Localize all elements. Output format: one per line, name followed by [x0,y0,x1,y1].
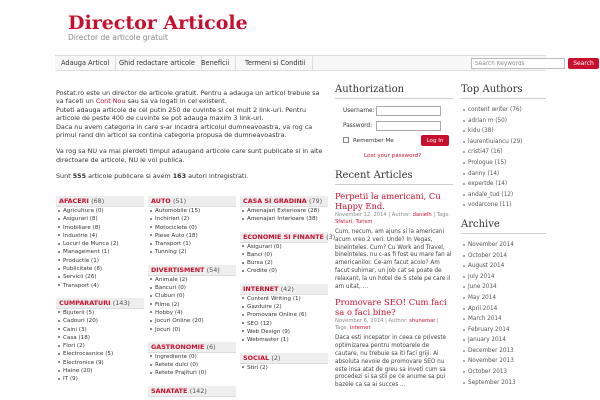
post-tags-link[interactable]: Sfaturi, Turism [335,219,373,225]
archive-month-link[interactable]: November 2013 [461,356,546,367]
top-author-link[interactable]: danny (14) [461,169,546,180]
lost-password-row [335,150,453,170]
subcategory-link[interactable]: IT (9) [56,375,144,383]
subcategory-link[interactable]: Credite (0) [240,267,328,275]
nav-item-ghid-redactare[interactable]: Ghid redactare articole [113,56,202,70]
post-meta-text: November 6, 2014 | Author: [335,318,408,325]
subcategory-link[interactable]: Filme (2) [148,301,236,309]
category-column-2 [148,196,236,400]
category-count: (51) [172,197,187,205]
nav-item-beneficii[interactable]: Beneficii [195,56,236,70]
category-count: (2) [271,353,281,362]
subcategory-link[interactable]: Banci (0) [240,251,328,259]
post-author-link[interactable]: danielh [412,212,432,218]
category-count: (143) [112,298,130,307]
category-box [240,232,336,276]
category-box [56,298,144,384]
category-name: SANATATE [151,386,188,395]
intro-paragraph [56,89,328,139]
site-tagline: Director de articole gratuit [68,33,168,42]
subcategory-link[interactable]: Automobile (15) [148,207,236,215]
subcategory-link[interactable]: Casa (18) [56,334,144,342]
archive-month-link[interactable]: October 2014 [461,251,546,262]
top-author-link[interactable]: andale_tud (12) [461,190,546,201]
intro-text-3: Puteti adauga articole de cel putin 250 de cuvinte si cel mult 2 link-uri. Pentru articole de peste 400 de cuvinte se pot adauga maxim 3 link-uri. [56,105,307,123]
subcategory-link[interactable]: Publicitate (8) [56,265,144,273]
search-input[interactable] [471,58,565,69]
username-label: Username: [343,108,375,114]
post-excerpt: Cum, necum, am ajuns si la americani acum vreo 2 veri. Unde? In Vegas, bineinteles. Cum? Cu Work and Travel, bineinteles, nu c-as fi fost eu mare fan al americanilor. Ce-am facut acolo? Am facut suhimar, un job cat se poate de relaxant, la un hotel de 5 stele pe care il am uitat, ... [335,229,452,290]
top-author-link[interactable]: vodarcone (11) [461,200,546,211]
category-column-1 [56,196,144,392]
subcategory-link[interactable]: Electrocasnice (5) [56,350,144,358]
category-column-3 [240,196,336,380]
subcategory-link[interactable]: Stiri (2) [240,364,328,372]
archive-month-link[interactable]: November 2014 [461,240,546,251]
password-input[interactable] [376,121,441,131]
post-title[interactable]: Promovare SEO! Cum faci sa o faci bine? [335,297,447,318]
subcategory-link[interactable]: Cluburi (0) [148,292,236,300]
subcategory-link[interactable]: Bursa (2) [240,259,328,267]
subcategory-link[interactable]: Promovare Online (6) [240,311,328,319]
subcategory-link[interactable]: Ingrediente (0) [148,353,236,361]
category-box [240,196,328,224]
top-author-link[interactable]: laurentiuiancu (29) [461,137,546,148]
post-meta [335,212,453,226]
site-title[interactable]: Director Articole [68,12,248,34]
category-name: DIVERTISMENT [151,265,205,274]
recent-post [335,191,453,291]
archive-month-link[interactable]: September 2013 [461,378,546,389]
stats-text-1: Sunt [56,172,71,181]
post-tags-link[interactable]: Internet [349,325,371,332]
category-name: AUTO [151,197,171,205]
subcategory-link[interactable]: Asigurari (0) [240,243,328,251]
lost-password-link[interactable]: Lost your password? [364,153,422,159]
intro-text [56,89,328,189]
category-count: (54) [206,265,220,274]
post-excerpt: Daca esti incepator in ceea ce priveste optimizarea pentru motoarele de cautare, nu trebuie sa iti faci griji. Ai absoluta nevoie de promovare SEO nu este insa atat de greu sa inveti cum sa procedezi si sa stii pe ce anume sa pui bazele ca sa ai succes ... [335,335,447,389]
subcategory-link[interactable]: Imobiliare (8) [56,224,144,232]
category-name: CUMPARATURI [59,298,111,307]
right-sidebar [461,84,546,388]
username-input[interactable] [376,106,441,116]
login-button[interactable]: Log In [421,135,449,146]
intro-text-4: Daca nu avem categoria in care s-ar incadra articolul dumneavoastra, va rog ca primul rand din articol sa contina categoria propusa de dumneavoastra. [56,122,313,140]
archive-month-link[interactable]: March 2014 [461,314,546,325]
subcategory-link[interactable]: Animale (2) [148,276,236,284]
subcategory-link[interactable]: Locuri de Munca (2) [56,240,144,248]
category-count: (79) [308,197,323,205]
archive-month-link[interactable]: June 2014 [461,282,546,293]
archive-month-link[interactable]: July 2014 [461,272,546,283]
author-count: 163 [172,172,187,181]
category-name: GASTRONOMIE [151,342,205,351]
category-heading[interactable] [240,232,336,243]
top-author-link[interactable]: cristi47 (16) [461,147,546,158]
subcategory-link[interactable]: Retete Prajituri (0) [148,369,236,377]
archive-month-link[interactable]: May 2014 [461,293,546,304]
top-author-link[interactable]: Prologue (15) [461,158,546,169]
category-count: (6) [206,342,216,351]
category-heading[interactable] [148,342,236,353]
nav-item-adauga-articol[interactable]: Adauga Articol [55,56,116,70]
subcategory-link[interactable]: Agricultura (0) [56,207,144,215]
subcategory-link[interactable]: Transport (4) [56,282,144,290]
top-authors-list [461,105,546,211]
post-meta [335,318,453,332]
top-author-link[interactable]: content writer (76) [461,105,546,116]
subcategory-link[interactable]: Asigurari (8) [56,215,144,223]
archive-month-link[interactable]: January 2014 [461,335,546,346]
subcategory-link[interactable]: Inchirieri (2) [148,215,236,223]
subcategory-link[interactable]: Bijuterii (5) [56,309,144,317]
subcategory-link[interactable]: Amenajari Exterioare (28) [240,207,328,215]
category-count: (3) [326,232,336,241]
post-title[interactable]: Perpetii la americani, Cu Happy End. [335,191,441,211]
category-name: INTERNET [243,284,279,293]
remember-me-label[interactable]: Remember Me [353,138,394,144]
subcategory-link[interactable]: SEO (12) [240,320,328,328]
recent-post [335,297,453,390]
search-button[interactable]: Search [568,58,599,69]
post-tags-label: | Tags: [335,318,439,332]
category-count: (68) [91,197,105,205]
archive-month-link[interactable]: October 2013 [461,367,546,378]
article-count: 555 [72,172,87,181]
subcategory-link[interactable]: Electronice (9) [56,359,144,367]
subcategory-link[interactable]: Cadouri (20) [56,317,144,325]
category-heading[interactable] [56,298,144,309]
password-row [335,120,453,135]
category-name: AFACERI [59,197,89,205]
subcategory-link[interactable]: Webmaster (1) [240,336,328,344]
subcategory-link[interactable]: Web Design (9) [240,328,328,336]
category-heading[interactable] [240,284,328,295]
subcategory-link[interactable]: Retete dulci (0) [148,361,236,369]
category-heading[interactable] [148,196,236,207]
recent-articles-title: Recent Articles [335,170,453,185]
subcategory-link[interactable]: Amenajari Interioare (38) [240,215,328,223]
archive-month-link[interactable]: February 2014 [461,325,546,336]
category-box [148,342,236,378]
intro-warning: Va rog sa NU va mai pierdeti timpul adaugand articole care sunt publicate si in alte directoare de articole, NU le voi publica. [56,147,323,164]
remember-me-checkbox[interactable] [343,137,349,143]
category-heading[interactable] [148,265,236,276]
top-author-link[interactable]: kidu (38) [461,126,546,137]
category-box [148,196,236,257]
subcategory-link[interactable]: Jocuri (0) [148,326,236,334]
subcategory-link[interactable]: Bancuri (0) [148,284,236,292]
subcategory-link[interactable]: Content Writing (1) [240,295,328,303]
category-name: ECONOMIE SI FINANTE [243,232,324,241]
middle-sidebar [335,84,453,396]
category-box [148,265,236,334]
category-count: (142) [189,386,207,395]
login-title: Authorization [335,84,453,99]
post-tags-label: | Tags: [433,212,450,218]
category-heading[interactable] [240,196,328,207]
main-nav [55,55,594,71]
stats-text-3: autori intregistrati. [188,172,249,181]
archive-month-link[interactable]: April 2014 [461,304,546,315]
subcategory-link[interactable]: Transport (1) [148,240,236,248]
subcategory-link[interactable]: Caini (3) [56,326,144,334]
subcategory-link[interactable]: Hobby (4) [148,309,236,317]
intro-text-2: sau sa va logati in cel existent. [127,97,227,106]
category-name: SOCIAL [243,353,270,362]
subcategory-link[interactable]: Flori (2) [56,342,144,350]
category-count: (42) [280,284,294,293]
category-box [240,353,328,372]
subcategory-link[interactable]: Gazduire (2) [240,303,328,311]
category-box [148,386,236,397]
top-author-link[interactable]: adrian m (50) [461,116,546,127]
subcategory-link[interactable]: Piese Auto (18) [148,232,236,240]
nav-item-termeni[interactable]: Termeni si Conditii [239,56,313,70]
intro-text-1: Postat.ro este un director de articole gratuit. Pentru a adauga un articol trebuie sa va faceti un [56,89,320,106]
subcategory-link[interactable]: Servicii (26) [56,273,144,281]
category-heading[interactable] [56,196,144,207]
subcategory-link[interactable]: Haine (20) [56,367,144,375]
subcategory-link[interactable]: Industrie (4) [56,232,144,240]
new-account-link[interactable]: Cont Nou [95,97,126,106]
archive-month-link[interactable]: December 2013 [461,346,546,357]
username-row [335,105,453,120]
subcategory-link[interactable]: Jocuri Online (20) [148,317,236,325]
post-meta-text: November 12, 2014 | Author: [335,212,411,218]
site-stats [56,172,328,180]
top-author-link[interactable]: expertde (14) [461,179,546,190]
subcategory-link[interactable]: Productie (1) [56,257,144,265]
category-box [240,284,328,345]
category-name: CASA SI GRADINA [243,197,307,205]
subcategory-link[interactable]: Tunning (2) [148,248,236,256]
archive-title: Archive [461,219,546,234]
subcategory-link[interactable]: Management (1) [56,248,144,256]
category-box [56,196,144,290]
stats-text-2: articole publicare si avem [88,172,171,181]
archive-list [461,240,546,388]
top-authors-title: Top Authors [461,84,546,99]
subcategory-link[interactable]: Motociclete (0) [148,224,236,232]
password-label: Password: [343,123,373,129]
post-author-link[interactable]: shunemar [409,318,436,325]
category-heading[interactable] [240,353,328,364]
archive-month-link[interactable]: August 2014 [461,261,546,272]
category-heading[interactable] [148,386,236,397]
remember-row [343,135,453,150]
